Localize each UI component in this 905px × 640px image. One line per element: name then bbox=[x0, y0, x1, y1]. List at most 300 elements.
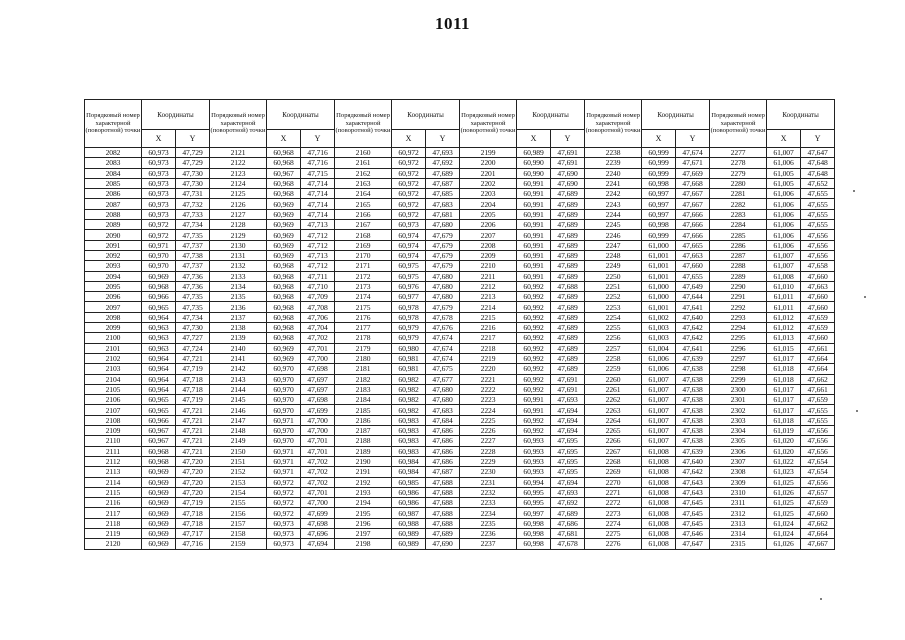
x-coordinate-cell: 60,964 bbox=[142, 364, 176, 374]
point-number-cell: 2149 bbox=[210, 436, 267, 446]
y-coordinate-cell: 47,691 bbox=[551, 374, 585, 384]
point-number-cell: 2251 bbox=[585, 281, 642, 291]
y-coordinate-cell: 47,692 bbox=[551, 498, 585, 508]
table-row bbox=[85, 467, 835, 477]
point-number-cell: 2241 bbox=[585, 178, 642, 188]
y-coordinate-cell: 47,693 bbox=[551, 395, 585, 405]
x-coordinate-cell: 60,968 bbox=[267, 158, 301, 168]
point-number-cell: 2270 bbox=[585, 477, 642, 487]
point-number-cell: 2217 bbox=[460, 333, 517, 343]
x-coordinate-cell: 61,022 bbox=[767, 456, 801, 466]
y-coordinate-cell: 47,694 bbox=[551, 426, 585, 436]
point-number-cell: 2225 bbox=[460, 415, 517, 425]
x-coordinate-cell: 60,993 bbox=[517, 467, 551, 477]
x-coordinate-cell: 60,982 bbox=[392, 395, 426, 405]
point-number-cell: 2093 bbox=[85, 261, 142, 271]
point-number-cell: 2168 bbox=[335, 230, 392, 240]
y-coordinate-cell: 47,689 bbox=[551, 230, 585, 240]
point-number-cell: 2195 bbox=[335, 508, 392, 518]
y-coordinate-cell: 47,667 bbox=[676, 199, 710, 209]
x-coordinate-cell: 60,978 bbox=[392, 302, 426, 312]
point-number-cell: 2233 bbox=[460, 498, 517, 508]
y-coordinate-cell: 47,713 bbox=[301, 250, 335, 260]
coordinates-header: Координаты bbox=[392, 100, 460, 130]
x-coordinate-cell: 60,991 bbox=[517, 230, 551, 240]
ordinal-header: Порядковый номер характерной (поворотной) точки bbox=[335, 100, 392, 148]
point-number-cell: 2173 bbox=[335, 281, 392, 291]
y-coordinate-cell: 47,715 bbox=[301, 168, 335, 178]
y-coordinate-cell: 47,646 bbox=[676, 528, 710, 538]
x-coordinate-cell: 60,972 bbox=[267, 477, 301, 487]
y-coordinate-cell: 47,686 bbox=[426, 436, 460, 446]
x-coordinate-cell: 60,998 bbox=[642, 220, 676, 230]
y-coordinate-cell: 47,688 bbox=[426, 477, 460, 487]
y-coordinate-cell: 47,667 bbox=[801, 539, 835, 549]
point-number-cell: 2221 bbox=[460, 374, 517, 384]
y-coordinate-cell: 47,706 bbox=[301, 312, 335, 322]
x-coordinate-cell: 60,969 bbox=[142, 498, 176, 508]
point-number-cell: 2132 bbox=[210, 261, 267, 271]
x-coordinate-cell: 61,006 bbox=[767, 209, 801, 219]
y-coordinate-cell: 47,702 bbox=[301, 456, 335, 466]
y-coordinate-cell: 47,660 bbox=[676, 261, 710, 271]
y-coordinate-cell: 47,659 bbox=[801, 395, 835, 405]
point-number-cell: 2280 bbox=[710, 178, 767, 188]
y-coordinate-cell: 47,659 bbox=[801, 498, 835, 508]
y-coordinate-cell: 47,678 bbox=[426, 312, 460, 322]
point-number-cell: 2106 bbox=[85, 395, 142, 405]
point-number-cell: 2202 bbox=[460, 178, 517, 188]
y-coordinate-cell: 47,704 bbox=[301, 323, 335, 333]
y-coordinate-cell: 47,652 bbox=[801, 178, 835, 188]
x-coordinate-cell: 61,025 bbox=[767, 508, 801, 518]
point-number-cell: 2192 bbox=[335, 477, 392, 487]
x-coordinate-cell: 60,990 bbox=[517, 158, 551, 168]
point-number-cell: 2199 bbox=[460, 148, 517, 158]
y-coordinate-cell: 47,663 bbox=[801, 281, 835, 291]
x-coordinate-cell: 60,973 bbox=[142, 168, 176, 178]
x-coordinate-cell: 60,999 bbox=[642, 168, 676, 178]
point-number-cell: 2208 bbox=[460, 240, 517, 250]
point-number-cell: 2112 bbox=[85, 456, 142, 466]
y-coordinate-cell: 47,641 bbox=[676, 343, 710, 353]
point-number-cell: 2247 bbox=[585, 240, 642, 250]
x-coordinate-cell: 61,005 bbox=[767, 178, 801, 188]
point-number-cell: 2134 bbox=[210, 281, 267, 291]
y-coordinate-cell: 47,690 bbox=[426, 539, 460, 549]
x-coordinate-cell: 60,976 bbox=[392, 281, 426, 291]
x-coordinate-cell: 60,991 bbox=[517, 199, 551, 209]
point-number-cell: 2083 bbox=[85, 158, 142, 168]
y-coordinate-cell: 47,720 bbox=[176, 456, 210, 466]
point-number-cell: 2131 bbox=[210, 250, 267, 260]
x-coordinate-cell: 60,972 bbox=[392, 168, 426, 178]
x-coordinate-cell: 61,007 bbox=[642, 436, 676, 446]
y-coordinate-cell: 47,662 bbox=[801, 374, 835, 384]
x-coordinate-cell: 60,967 bbox=[142, 436, 176, 446]
point-number-cell: 2108 bbox=[85, 415, 142, 425]
x-coordinate-cell: 61,003 bbox=[642, 333, 676, 343]
y-coordinate-cell: 47,691 bbox=[551, 158, 585, 168]
y-coordinate-cell: 47,697 bbox=[301, 374, 335, 384]
y-coordinate-cell: 47,689 bbox=[551, 220, 585, 230]
table-row bbox=[85, 364, 835, 374]
y-coordinate-cell: 47,689 bbox=[551, 240, 585, 250]
point-number-cell: 2252 bbox=[585, 292, 642, 302]
x-coordinate-cell: 61,025 bbox=[767, 498, 801, 508]
point-number-cell: 2152 bbox=[210, 467, 267, 477]
point-number-cell: 2174 bbox=[335, 292, 392, 302]
y-coordinate-cell: 47,655 bbox=[801, 199, 835, 209]
y-coordinate-cell: 47,735 bbox=[176, 292, 210, 302]
point-number-cell: 2276 bbox=[585, 539, 642, 549]
point-number-cell: 2255 bbox=[585, 323, 642, 333]
x-coordinate-cell: 60,970 bbox=[267, 405, 301, 415]
x-coordinate-cell: 60,972 bbox=[392, 209, 426, 219]
x-coordinate-cell: 60,967 bbox=[142, 426, 176, 436]
x-header: X bbox=[392, 130, 426, 148]
table-row bbox=[85, 415, 835, 425]
x-header: X bbox=[517, 130, 551, 148]
point-number-cell: 2308 bbox=[710, 467, 767, 477]
x-coordinate-cell: 60,972 bbox=[267, 498, 301, 508]
point-number-cell: 2243 bbox=[585, 199, 642, 209]
x-coordinate-cell: 60,973 bbox=[267, 539, 301, 549]
y-coordinate-cell: 47,689 bbox=[551, 261, 585, 271]
y-coordinate-cell: 47,642 bbox=[676, 467, 710, 477]
x-coordinate-cell: 60,972 bbox=[142, 230, 176, 240]
point-number-cell: 2150 bbox=[210, 446, 267, 456]
y-coordinate-cell: 47,730 bbox=[176, 323, 210, 333]
x-coordinate-cell: 61,006 bbox=[767, 199, 801, 209]
point-number-cell: 2157 bbox=[210, 518, 267, 528]
y-coordinate-cell: 47,680 bbox=[426, 292, 460, 302]
point-number-cell: 2307 bbox=[710, 456, 767, 466]
table-row bbox=[85, 230, 835, 240]
x-coordinate-cell: 61,008 bbox=[642, 487, 676, 497]
y-coordinate-cell: 47,735 bbox=[176, 230, 210, 240]
point-number-cell: 2293 bbox=[710, 312, 767, 322]
y-coordinate-cell: 47,689 bbox=[551, 343, 585, 353]
x-coordinate-cell: 60,970 bbox=[267, 426, 301, 436]
point-number-cell: 2159 bbox=[210, 539, 267, 549]
x-coordinate-cell: 60,993 bbox=[517, 436, 551, 446]
table-row bbox=[85, 292, 835, 302]
point-number-cell: 2117 bbox=[85, 508, 142, 518]
table-row bbox=[85, 539, 835, 549]
point-number-cell: 2289 bbox=[710, 271, 767, 281]
x-coordinate-cell: 60,982 bbox=[392, 405, 426, 415]
y-coordinate-cell: 47,695 bbox=[551, 436, 585, 446]
y-coordinate-cell: 47,648 bbox=[801, 158, 835, 168]
x-coordinate-cell: 61,008 bbox=[642, 498, 676, 508]
y-coordinate-cell: 47,729 bbox=[176, 158, 210, 168]
x-coordinate-cell: 61,012 bbox=[767, 312, 801, 322]
y-coordinate-cell: 47,689 bbox=[551, 302, 585, 312]
y-coordinate-cell: 47,638 bbox=[676, 395, 710, 405]
x-coordinate-cell: 60,968 bbox=[267, 312, 301, 322]
x-coordinate-cell: 61,013 bbox=[767, 333, 801, 343]
table-row bbox=[85, 426, 835, 436]
y-coordinate-cell: 47,680 bbox=[426, 220, 460, 230]
point-number-cell: 2237 bbox=[460, 539, 517, 549]
y-coordinate-cell: 47,702 bbox=[301, 477, 335, 487]
point-number-cell: 2302 bbox=[710, 405, 767, 415]
y-coordinate-cell: 47,640 bbox=[676, 456, 710, 466]
y-coordinate-cell: 47,667 bbox=[676, 189, 710, 199]
y-coordinate-cell: 47,668 bbox=[676, 178, 710, 188]
y-coordinate-cell: 47,718 bbox=[176, 508, 210, 518]
x-coordinate-cell: 60,972 bbox=[142, 220, 176, 230]
y-coordinate-cell: 47,655 bbox=[801, 415, 835, 425]
x-coordinate-cell: 60,972 bbox=[267, 487, 301, 497]
point-number-cell: 2125 bbox=[210, 189, 267, 199]
point-number-cell: 2193 bbox=[335, 487, 392, 497]
y-coordinate-cell: 47,655 bbox=[801, 189, 835, 199]
point-number-cell: 2301 bbox=[710, 395, 767, 405]
y-coordinate-cell: 47,727 bbox=[176, 333, 210, 343]
coordinates-header: Координаты bbox=[267, 100, 335, 130]
x-coordinate-cell: 60,991 bbox=[517, 189, 551, 199]
table-row bbox=[85, 271, 835, 281]
point-number-cell: 2216 bbox=[460, 323, 517, 333]
x-coordinate-cell: 60,970 bbox=[142, 250, 176, 260]
x-coordinate-cell: 61,018 bbox=[767, 374, 801, 384]
y-coordinate-cell: 47,736 bbox=[176, 271, 210, 281]
x-coordinate-cell: 61,024 bbox=[767, 518, 801, 528]
y-coordinate-cell: 47,678 bbox=[551, 539, 585, 549]
point-number-cell: 2135 bbox=[210, 292, 267, 302]
x-coordinate-cell: 60,974 bbox=[392, 230, 426, 240]
y-coordinate-cell: 47,694 bbox=[551, 405, 585, 415]
y-coordinate-cell: 47,654 bbox=[801, 456, 835, 466]
x-coordinate-cell: 60,991 bbox=[517, 220, 551, 230]
point-number-cell: 2265 bbox=[585, 426, 642, 436]
point-number-cell: 2258 bbox=[585, 353, 642, 363]
point-number-cell: 2190 bbox=[335, 456, 392, 466]
point-number-cell: 2141 bbox=[210, 353, 267, 363]
x-coordinate-cell: 60,971 bbox=[267, 415, 301, 425]
point-number-cell: 2147 bbox=[210, 415, 267, 425]
y-coordinate-cell: 47,665 bbox=[676, 240, 710, 250]
point-number-cell: 2089 bbox=[85, 220, 142, 230]
x-coordinate-cell: 60,973 bbox=[392, 220, 426, 230]
x-coordinate-cell: 61,002 bbox=[642, 312, 676, 322]
x-coordinate-cell: 61,019 bbox=[767, 426, 801, 436]
point-number-cell: 2098 bbox=[85, 312, 142, 322]
x-coordinate-cell: 60,972 bbox=[392, 158, 426, 168]
point-number-cell: 2178 bbox=[335, 333, 392, 343]
y-coordinate-cell: 47,700 bbox=[301, 426, 335, 436]
x-coordinate-cell: 60,969 bbox=[142, 539, 176, 549]
x-coordinate-cell: 61,007 bbox=[642, 374, 676, 384]
y-coordinate-cell: 47,694 bbox=[551, 477, 585, 487]
y-coordinate-cell: 47,679 bbox=[426, 240, 460, 250]
point-number-cell: 2087 bbox=[85, 199, 142, 209]
y-coordinate-cell: 47,686 bbox=[426, 426, 460, 436]
x-coordinate-cell: 60,998 bbox=[517, 528, 551, 538]
x-coordinate-cell: 60,992 bbox=[517, 292, 551, 302]
point-number-cell: 2290 bbox=[710, 281, 767, 291]
y-coordinate-cell: 47,656 bbox=[801, 477, 835, 487]
point-number-cell: 2273 bbox=[585, 508, 642, 518]
table-row bbox=[85, 528, 835, 538]
point-number-cell: 2205 bbox=[460, 209, 517, 219]
table-row bbox=[85, 312, 835, 322]
x-coordinate-cell: 60,969 bbox=[142, 477, 176, 487]
x-coordinate-cell: 61,007 bbox=[767, 148, 801, 158]
point-number-cell: 2115 bbox=[85, 487, 142, 497]
point-number-cell: 2231 bbox=[460, 477, 517, 487]
x-coordinate-cell: 60,991 bbox=[517, 250, 551, 260]
point-number-cell: 2264 bbox=[585, 415, 642, 425]
y-coordinate-cell: 47,689 bbox=[551, 250, 585, 260]
point-number-cell: 2269 bbox=[585, 467, 642, 477]
point-number-cell: 2121 bbox=[210, 148, 267, 158]
ordinal-header: Порядковый номер характерной (поворотной) точки bbox=[710, 100, 767, 148]
y-coordinate-cell: 47,721 bbox=[176, 446, 210, 456]
y-coordinate-cell: 47,737 bbox=[176, 261, 210, 271]
x-coordinate-cell: 60,998 bbox=[642, 178, 676, 188]
point-number-cell: 2235 bbox=[460, 518, 517, 528]
table-row bbox=[85, 518, 835, 528]
table-row bbox=[85, 281, 835, 291]
point-number-cell: 2126 bbox=[210, 199, 267, 209]
y-coordinate-cell: 47,689 bbox=[551, 271, 585, 281]
y-coordinate-cell: 47,676 bbox=[426, 323, 460, 333]
ordinal-header: Порядковый номер характерной (поворотной) точки bbox=[210, 100, 267, 148]
x-coordinate-cell: 61,025 bbox=[767, 477, 801, 487]
table-row bbox=[85, 353, 835, 363]
y-coordinate-cell: 47,695 bbox=[551, 467, 585, 477]
y-coordinate-cell: 47,691 bbox=[551, 384, 585, 394]
point-number-cell: 2262 bbox=[585, 395, 642, 405]
point-number-cell: 2197 bbox=[335, 528, 392, 538]
x-coordinate-cell: 60,989 bbox=[392, 528, 426, 538]
y-coordinate-cell: 47,688 bbox=[426, 518, 460, 528]
point-number-cell: 2279 bbox=[710, 168, 767, 178]
y-coordinate-cell: 47,674 bbox=[426, 353, 460, 363]
point-number-cell: 2139 bbox=[210, 333, 267, 343]
x-coordinate-cell: 61,000 bbox=[642, 281, 676, 291]
point-number-cell: 2246 bbox=[585, 230, 642, 240]
y-coordinate-cell: 47,664 bbox=[801, 528, 835, 538]
x-coordinate-cell: 61,005 bbox=[767, 168, 801, 178]
x-coordinate-cell: 60,973 bbox=[142, 158, 176, 168]
x-coordinate-cell: 60,992 bbox=[517, 415, 551, 425]
point-number-cell: 2250 bbox=[585, 271, 642, 281]
ordinal-header: Порядковый номер характерной (поворотной) точки bbox=[85, 100, 142, 148]
x-coordinate-cell: 60,963 bbox=[142, 323, 176, 333]
point-number-cell: 2099 bbox=[85, 323, 142, 333]
y-coordinate-cell: 47,660 bbox=[801, 271, 835, 281]
x-coordinate-cell: 60,992 bbox=[517, 302, 551, 312]
y-coordinate-cell: 47,671 bbox=[676, 158, 710, 168]
y-coordinate-cell: 47,696 bbox=[301, 528, 335, 538]
y-coordinate-cell: 47,718 bbox=[176, 374, 210, 384]
point-number-cell: 2297 bbox=[710, 353, 767, 363]
x-coordinate-cell: 61,007 bbox=[767, 261, 801, 271]
point-number-cell: 2160 bbox=[335, 148, 392, 158]
y-coordinate-cell: 47,688 bbox=[551, 281, 585, 291]
y-coordinate-cell: 47,701 bbox=[301, 487, 335, 497]
x-coordinate-cell: 60,991 bbox=[517, 178, 551, 188]
x-coordinate-cell: 61,001 bbox=[642, 250, 676, 260]
point-number-cell: 2146 bbox=[210, 405, 267, 415]
x-coordinate-cell: 60,968 bbox=[267, 292, 301, 302]
y-coordinate-cell: 47,638 bbox=[676, 374, 710, 384]
y-coordinate-cell: 47,714 bbox=[301, 178, 335, 188]
y-coordinate-cell: 47,660 bbox=[801, 292, 835, 302]
y-header: Y bbox=[176, 130, 210, 148]
point-number-cell: 2220 bbox=[460, 364, 517, 374]
point-number-cell: 2100 bbox=[85, 333, 142, 343]
point-number-cell: 2180 bbox=[335, 353, 392, 363]
table-row bbox=[85, 436, 835, 446]
x-coordinate-cell: 61,008 bbox=[642, 539, 676, 549]
point-number-cell: 2130 bbox=[210, 240, 267, 250]
y-coordinate-cell: 47,666 bbox=[676, 230, 710, 240]
y-coordinate-cell: 47,659 bbox=[801, 312, 835, 322]
x-coordinate-cell: 60,998 bbox=[517, 518, 551, 528]
point-number-cell: 2187 bbox=[335, 426, 392, 436]
point-number-cell: 2097 bbox=[85, 302, 142, 312]
y-coordinate-cell: 47,720 bbox=[176, 477, 210, 487]
table-row bbox=[85, 261, 835, 271]
x-coordinate-cell: 61,023 bbox=[767, 467, 801, 477]
point-number-cell: 2228 bbox=[460, 446, 517, 456]
y-coordinate-cell: 47,683 bbox=[426, 199, 460, 209]
y-coordinate-cell: 47,716 bbox=[301, 148, 335, 158]
x-coordinate-cell: 60,989 bbox=[517, 148, 551, 158]
point-number-cell: 2182 bbox=[335, 374, 392, 384]
table-row bbox=[85, 343, 835, 353]
y-coordinate-cell: 47,680 bbox=[426, 281, 460, 291]
point-number-cell: 2096 bbox=[85, 292, 142, 302]
y-coordinate-cell: 47,721 bbox=[176, 353, 210, 363]
point-number-cell: 2169 bbox=[335, 240, 392, 250]
y-coordinate-cell: 47,702 bbox=[301, 467, 335, 477]
x-coordinate-cell: 60,992 bbox=[517, 323, 551, 333]
y-coordinate-cell: 47,730 bbox=[176, 178, 210, 188]
x-coordinate-cell: 60,985 bbox=[392, 477, 426, 487]
x-coordinate-cell: 60,995 bbox=[517, 498, 551, 508]
x-coordinate-cell: 60,974 bbox=[392, 250, 426, 260]
point-number-cell: 2144 bbox=[210, 384, 267, 394]
y-coordinate-cell: 47,721 bbox=[176, 405, 210, 415]
point-number-cell: 2162 bbox=[335, 168, 392, 178]
ordinal-header: Порядковый номер характерной (поворотной) точки bbox=[585, 100, 642, 148]
y-coordinate-cell: 47,655 bbox=[801, 220, 835, 230]
x-coordinate-cell: 61,024 bbox=[767, 528, 801, 538]
point-number-cell: 2186 bbox=[335, 415, 392, 425]
x-coordinate-cell: 60,999 bbox=[642, 230, 676, 240]
table-row bbox=[85, 158, 835, 168]
x-coordinate-cell: 60,994 bbox=[517, 477, 551, 487]
x-coordinate-cell: 61,001 bbox=[642, 302, 676, 312]
point-number-cell: 2218 bbox=[460, 343, 517, 353]
ordinal-header: Порядковый номер характерной (поворотной) точки bbox=[460, 100, 517, 148]
point-number-cell: 2254 bbox=[585, 312, 642, 322]
x-coordinate-cell: 60,972 bbox=[392, 148, 426, 158]
point-number-cell: 2298 bbox=[710, 364, 767, 374]
x-coordinate-cell: 60,997 bbox=[642, 189, 676, 199]
scan-speck bbox=[820, 598, 822, 600]
point-number-cell: 2118 bbox=[85, 518, 142, 528]
coordinates-header: Координаты bbox=[767, 100, 835, 130]
point-number-cell: 2148 bbox=[210, 426, 267, 436]
y-coordinate-cell: 47,656 bbox=[801, 426, 835, 436]
